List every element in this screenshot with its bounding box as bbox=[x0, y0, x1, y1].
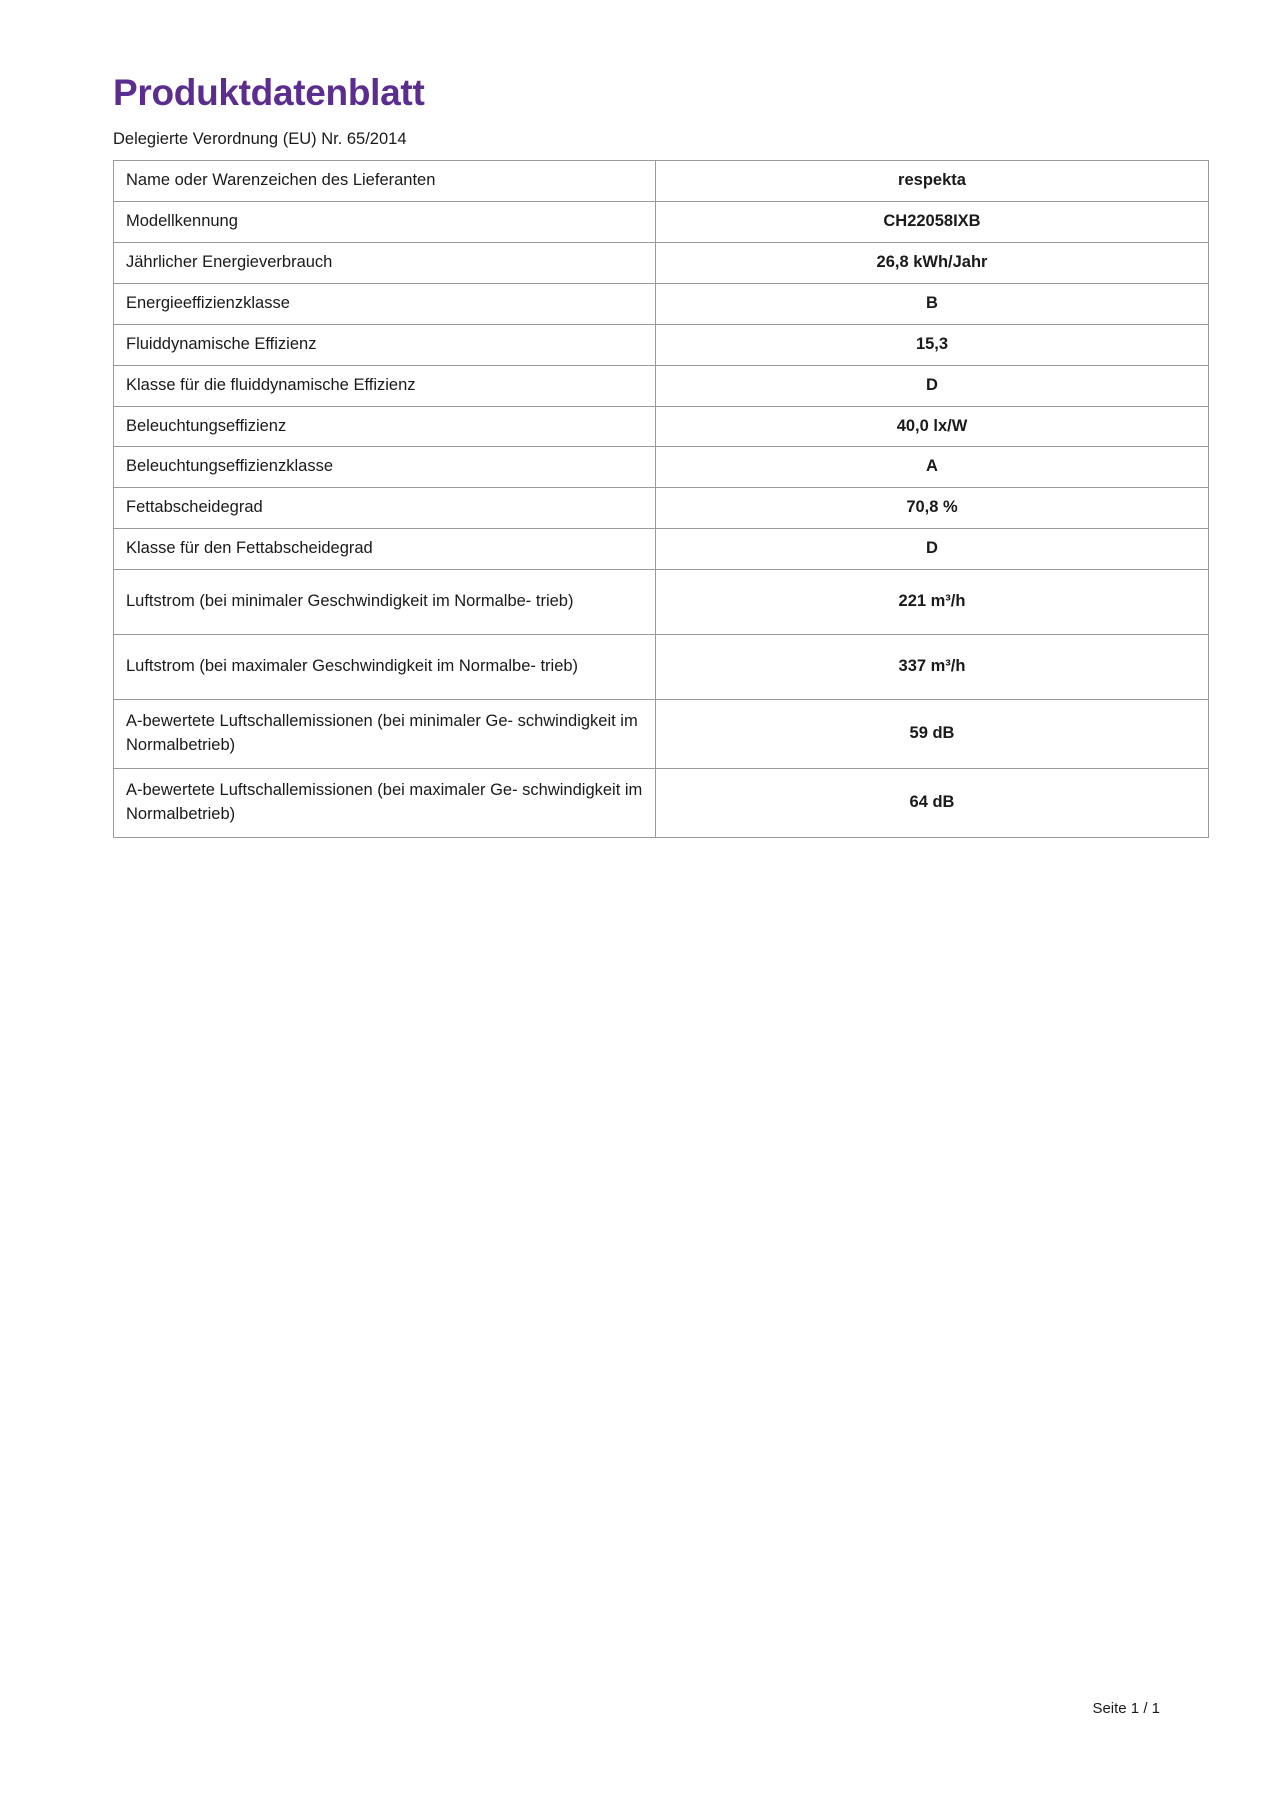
table-row bbox=[114, 635, 1209, 700]
row-value: respekta bbox=[656, 160, 1209, 201]
table-row bbox=[114, 201, 1209, 242]
row-label: Luftstrom (bei minimaler Geschwindigkeit im Normalbe- trieb) bbox=[114, 570, 656, 635]
table-row bbox=[114, 160, 1209, 201]
row-value: 221 m³/h bbox=[656, 570, 1209, 635]
row-label: Jährlicher Energieverbrauch bbox=[114, 242, 656, 283]
row-value: CH22058IXB bbox=[656, 201, 1209, 242]
row-value: D bbox=[656, 529, 1209, 570]
row-value: 40,0 lx/W bbox=[656, 406, 1209, 447]
row-label: Klasse für die fluiddynamische Effizienz bbox=[114, 365, 656, 406]
table-row bbox=[114, 769, 1209, 838]
row-label: Modellkennung bbox=[114, 201, 656, 242]
table-row bbox=[114, 570, 1209, 635]
table-body bbox=[114, 160, 1209, 837]
row-label: Fettabscheidegrad bbox=[114, 488, 656, 529]
row-label: Luftstrom (bei maximaler Geschwindigkeit im Normalbe- trieb) bbox=[114, 635, 656, 700]
table-row bbox=[114, 324, 1209, 365]
row-value: D bbox=[656, 365, 1209, 406]
row-value: 26,8 kWh/Jahr bbox=[656, 242, 1209, 283]
table-row bbox=[114, 283, 1209, 324]
product-datasheet-table bbox=[113, 160, 1209, 838]
row-value: 337 m³/h bbox=[656, 635, 1209, 700]
table-row bbox=[114, 700, 1209, 769]
table-row bbox=[114, 365, 1209, 406]
row-value: 59 dB bbox=[656, 700, 1209, 769]
table-row bbox=[114, 529, 1209, 570]
row-label: A-bewertete Luftschallemissionen (bei minimaler Ge- schwindigkeit im Normalbetrieb) bbox=[114, 700, 656, 769]
row-label: Klasse für den Fettabscheidegrad bbox=[114, 529, 656, 570]
table-row bbox=[114, 242, 1209, 283]
row-label: Beleuchtungseffizienz bbox=[114, 406, 656, 447]
row-value: B bbox=[656, 283, 1209, 324]
row-value: 70,8 % bbox=[656, 488, 1209, 529]
row-label: Name oder Warenzeichen des Lieferanten bbox=[114, 160, 656, 201]
row-value: 15,3 bbox=[656, 324, 1209, 365]
page-title: Produktdatenblatt bbox=[113, 72, 425, 113]
row-label: Energieeffizienzklasse bbox=[114, 283, 656, 324]
table-row bbox=[114, 406, 1209, 447]
table-row bbox=[114, 447, 1209, 488]
row-label: Fluiddynamische Effizienz bbox=[114, 324, 656, 365]
page-footer: Seite 1 / 1 bbox=[1092, 1700, 1160, 1717]
row-label: Beleuchtungseffizienzklasse bbox=[114, 447, 656, 488]
datasheet-container bbox=[113, 60, 1160, 838]
regulation-reference: Delegierte Verordnung (EU) Nr. 65/2014 bbox=[113, 129, 407, 148]
row-value: A bbox=[656, 447, 1209, 488]
row-label: A-bewertete Luftschallemissionen (bei maximaler Ge- schwindigkeit im Normalbetrieb) bbox=[114, 769, 656, 838]
row-value: 64 dB bbox=[656, 769, 1209, 838]
table-row bbox=[114, 488, 1209, 529]
